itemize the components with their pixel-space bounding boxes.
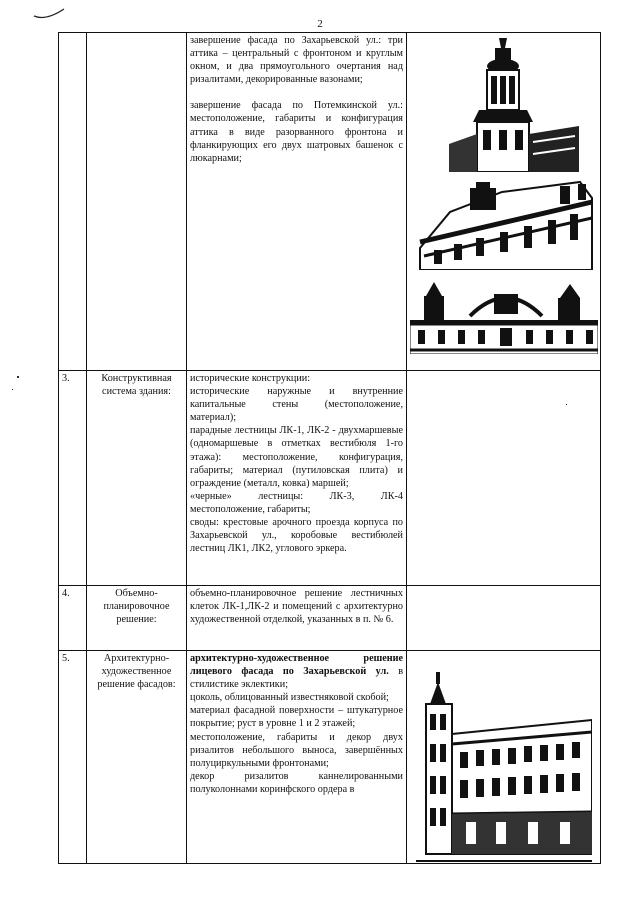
paragraph: цоколь, облицованный известняковой скобой;	[190, 692, 389, 704]
table-row	[59, 651, 601, 864]
paragraph: объемно-планировочное решение лестничных клеток ЛК-1,ЛК-2 и помещений с архитектурно художественной отделкой, указанных в п. № 6.	[190, 588, 403, 626]
paragraph: своды: крестовые арочного проезда корпуса по Захарьевской ул., коробовые вестибюлей лестниц ЛК1, ЛК2, углового эркера.	[190, 517, 403, 555]
paragraph: завершение фасада по Захарьевской ул.: три аттика – центральный с фронтоном и круглым окном, и два прямоугольного очертания над ризалитами, декорированные вазонами;	[190, 35, 403, 86]
document-table	[58, 32, 601, 864]
row-description	[187, 371, 407, 586]
row-title: Конструктивная система здания:	[87, 371, 187, 586]
row-number	[59, 33, 87, 371]
bold-heading: архитектурно-художественное решение лицевого фасада по Захарьевской ул.	[190, 653, 403, 678]
paragraph: декор ризалитов каннелированными полуколоннами коринфского ордера в	[190, 770, 403, 795]
facade-photo	[416, 664, 592, 862]
row-title: Объемно-планировочное решение:	[87, 586, 187, 651]
paragraph	[190, 652, 403, 691]
paragraph: исторические конструкции:	[190, 373, 311, 384]
corner-tower-photo	[429, 34, 579, 172]
paragraph: парадные лестницы ЛК-1, ЛК-2 - двухмаршевые (одномаршевые в отметках вестибюля 1-го этажа): местоположение, конфигурация, габариты; материал (путиловская плита) и ограждение (металл, ковка) маршей;	[190, 425, 403, 489]
row-title	[87, 33, 187, 371]
table-row	[59, 586, 601, 651]
row-description	[187, 651, 407, 864]
paragraph-gap	[190, 86, 403, 99]
row-number: 4.	[59, 586, 87, 651]
row-number: 3.	[59, 371, 87, 586]
scan-dot	[12, 389, 13, 390]
row-photos	[407, 651, 601, 864]
paragraph: местоположение, габариты и декор двух ризалитов небольшого выноса, завершённых полуциркульными фронтонами;	[190, 731, 403, 769]
table-row	[59, 33, 601, 371]
paragraph: завершение фасада по Потемкинской ул.: местоположение, габариты и конфигурация аттика в виде разорванного фронтона и фланкирующих его двух шатровых башенок с люкарнами;	[190, 100, 403, 164]
row-title: Архитектурно-художественное решение фасадов:	[87, 651, 187, 864]
broken-pediment-photo	[410, 276, 598, 354]
row-photos-empty	[407, 586, 601, 651]
row-photos-empty	[407, 371, 601, 586]
paragraph: «черные» лестницы: ЛК-3, ЛК-4 местоположение, габариты;	[190, 490, 403, 515]
paragraph: исторические наружные и внутренние капитальные стены (местоположение, материал);	[190, 386, 403, 424]
table-row	[59, 371, 601, 586]
row-photos	[407, 33, 601, 371]
row-description	[187, 33, 407, 371]
scan-mark	[32, 6, 66, 20]
scan-dot	[17, 376, 19, 378]
heading-tail: в стилистике эклектики;	[190, 666, 404, 691]
row-description	[187, 586, 407, 651]
row-number: 5.	[59, 651, 87, 864]
page-number: 2	[317, 18, 323, 30]
attic-photo	[410, 172, 598, 270]
paragraph: материал фасадной поверхности – штукатурное покрытие; руст в уровне 1 и 2 этажей;	[190, 705, 403, 730]
